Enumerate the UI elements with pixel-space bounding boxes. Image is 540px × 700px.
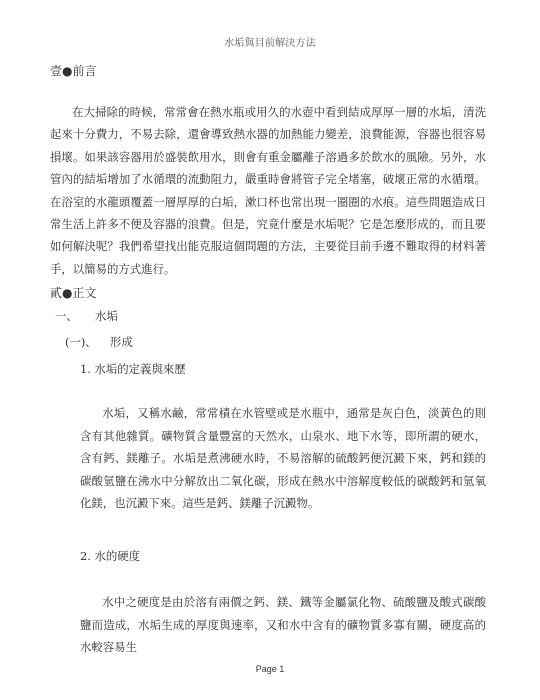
outline-subitem-1-label: (一)、 bbox=[65, 335, 97, 349]
hardness-paragraph bbox=[80, 591, 486, 659]
page-number-footer: Page 1 bbox=[255, 664, 285, 674]
topic-heading-definition: 1. 水垢的定義與來歷 bbox=[80, 362, 186, 376]
section-heading-intro: 壹●前言 bbox=[50, 64, 97, 78]
intro-paragraph-text: 在大掃除的時候，常常會在熱水瓶或用久的水壺中看到結成厚厚一層的水垢，清洗起來十分費力，不易去除，還會導致熱水器的加熱能力變差，浪費能源，容器也很容易損壞。如果該容器用於盛裝飲用水，則會有重金屬離子溶過多於飲水的風險。另外，水管內的結垢增加了水循環的流動阻力，嚴重時會將管子完全堵塞，破壞正常的水循環。在浴室的水龍頭覆蓋一層厚厚的白垢，漱口杯也常出現一圈圈的水痕。這些問題造成日常生活上許多不便及容器的浪費。但是，究竟什麼是水垢呢？它是怎麼形成的，而且要如何解決呢？我們希望找出能克服這個問題的方法，主要從目前手邊不難取得的材料著手，以簡易的方式進行。 bbox=[50, 105, 486, 276]
definition-paragraph bbox=[80, 402, 486, 515]
outline-item-1 bbox=[55, 308, 118, 324]
intro-paragraph bbox=[50, 101, 486, 280]
outline-item-1-label: 一、 bbox=[55, 309, 78, 323]
outline-subitem-1 bbox=[65, 334, 133, 350]
definition-paragraph-text: 水垢，又稱水鹼，常常積在水管壁或是水瓶中，通常是灰白色，淡黃色的則含有其他雜質。礦物質含量豐富的天然水，山泉水、地下水等，即所謂的硬水，含有鈣、鎂離子。水垢是煮沸硬水時，不易溶解的硫酸鈣便沉澱下來，鈣和鎂的碳酸氫鹽在沸水中分解放出二氧化碳，形成在熱水中溶解度較低的碳酸鈣和氫氧化鎂，也沉澱下來。這些是鈣、鎂離子沉澱物。 bbox=[80, 406, 486, 511]
hardness-paragraph-text: 水中之硬度是由於溶有兩價之鈣、鎂、鐵等金屬氯化物、硫酸鹽及酸式碳酸鹽而造成，水垢生成的厚度與速率，又和水中含有的礦物質多寡有關，硬度高的水較容易生 bbox=[80, 595, 486, 655]
topic-heading-hardness: 2. 水的硬度 bbox=[80, 549, 141, 563]
document-header-title: 水垢與目前解決方法 bbox=[224, 38, 316, 49]
outline-item-1-title: 水垢 bbox=[95, 309, 118, 323]
section-heading-main: 貳●正文 bbox=[50, 286, 97, 300]
outline-subitem-1-title: 形成 bbox=[109, 335, 133, 349]
